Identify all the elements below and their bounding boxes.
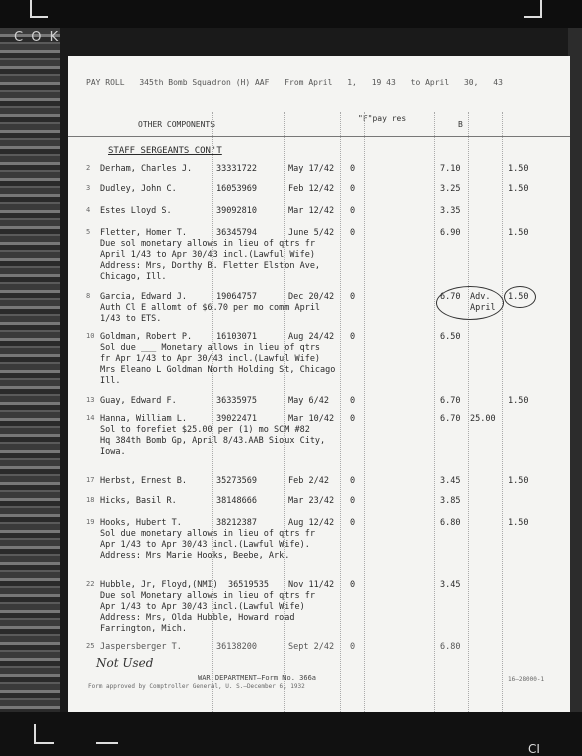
row-note: Ill. bbox=[100, 376, 121, 386]
header-unit: 345th Bomb Squadron (H) AAF bbox=[139, 78, 270, 87]
row-note: Address: Mrs, Olda Hubble, Howard road bbox=[100, 613, 295, 623]
row-note: fr Apr 1/43 to Apr 30/43 incl.(Lawful Wife) bbox=[100, 354, 321, 364]
header-title: PAY ROLL bbox=[86, 78, 125, 87]
row-note: Due sol monetary allows in lieu of qtrs fr bbox=[100, 239, 315, 249]
header-to: to April bbox=[410, 78, 450, 87]
row-note: Apr 1/43 to Apr 30/43 incl.(Lawful Wife). bbox=[100, 540, 310, 550]
column-pay-reserve: "F"pay res bbox=[358, 114, 407, 123]
column-divider bbox=[468, 112, 469, 712]
film-bottom-strip bbox=[0, 712, 582, 756]
row-note: Address: Mrs, Dorthy B. Fletter Elston Ave, bbox=[100, 261, 321, 271]
column-divider bbox=[364, 112, 365, 712]
column-divider bbox=[502, 112, 503, 712]
film-left-strip bbox=[0, 28, 60, 756]
row-note: Due sol Monetary allows in lieu of qtrs fr bbox=[100, 591, 315, 601]
header-from-day: 1, bbox=[347, 78, 357, 87]
header-rule bbox=[68, 136, 570, 137]
row-note: Auth Cl E allomt of $6.70 per mo comm April bbox=[100, 303, 321, 313]
payroll-header bbox=[86, 78, 513, 87]
row-note: April bbox=[470, 303, 496, 313]
row-note: April 1/43 to Apr 30/43 incl.(Lawful Wife) bbox=[100, 250, 315, 260]
frame-corner-mark bbox=[30, 0, 48, 18]
row-note: Chicago, Ill. bbox=[100, 272, 167, 282]
row-note: Hq 384th Bomb Gp, April 8/43.AAB Sioux City, bbox=[100, 436, 326, 446]
frame-corner-mark bbox=[524, 0, 542, 18]
row-note: Mrs Eleano L Goldman North Holding St, Chicago bbox=[100, 365, 336, 375]
section-title: STAFF SERGEANTS CON'T bbox=[108, 146, 222, 156]
payroll-document: PAY ROLL 345th Bomb Squadron (H) AAF From April 1, 19 43 to April 30, 43 OTHER COMPONENTS "F"pay res B STAFF SERGEANTS CON'T 2 Derham, Charles J. 33331722 May 17/42 0 7.10 1.50 3 Dudley, John C. 16053969 Feb 12/42 0 3.25 1.50 4 Estes Lloyd S. 39092810 Mar 12/42 0 3.35 5 Fletter, Homer T. 36345794 June 5/42 0 6.90 1.50 Due sol monetary allows in lieu of qtrs fr April 1/43 to Apr 30/43 incl.(Lawful Wife) Address: Mrs, Dorthy B. Fletter Elston Ave, Chicago, Ill. 8 Garcia, Edward J. 19064757 Dec 20/42 0 6.70 Adv. 1.50 Auth Cl E allomt of $6.70 per mo comm April 1/43 to ETS. April 10 Goldman, Robert P. 16103071 Aug 24/42 0 6.50 Sol due ___ Monetary allows in lieu of qtrs fr Apr 1/43 to Apr 30/43 incl.(Lawful Wife) Mrs Eleano L Goldman North Holding St, Chicago Ill. 13 Guay, Edward F. 36335975 May 6/42 0 6.70 1.50 14 Hanna, William L. 39022471 Mar 10/42 0 6.70 25.00 Sol to forefiet $25.00 per (1) mo SCM #82 Hq 384th Bomb Gp, April 8/43.AAB Sioux City, Iowa. 17 Herbst, Ernest B. 35273569 Feb 2/42 0 3.45 1.50 18 Hicks, Basil R. 38148666 Mar 23/42 0 3.85 19 Hooks, Hubert T. 38212387 Aug 12/42 0 6.80 1.50 Sol due monetary allows in lieu of qtrs fr Apr 1/43 to Apr 30/43 incl.(Lawful Wife). Address: Mrs Marie Hooks, Beebe, Ark. 22 Hubble, Jr, Floyd,(NMI) 36519535 Nov 11/42 0 3.45 Due sol Monetary allows in lieu of qtrs fr Apr 1/43 to Apr 30/43 incl.(Lawful Wife) Address: Mrs, Olda Hubble, Howard road Farrington, Mich. 25 Jaspersberger T. 36138200 Sept 2/42 0 6.80 Not Used WAR DEPARTMENT—Form No. 366a Form approved by Comptroller General, U. S.—December 6, 1932 16—28000-1 bbox=[68, 56, 570, 712]
footer-form-number: WAR DEPARTMENT—Form No. 366a bbox=[198, 674, 317, 682]
frame-corner-mark bbox=[34, 724, 54, 744]
column-divider bbox=[340, 112, 341, 712]
row-note: Iowa. bbox=[100, 447, 126, 457]
header-year: 19 43 bbox=[371, 78, 396, 87]
header-to-year: 43 bbox=[493, 78, 503, 87]
row-note: Address: Mrs Marie Hooks, Beebe, Ark. bbox=[100, 551, 290, 561]
column-other-components: OTHER COMPONENTS bbox=[138, 120, 216, 129]
header-from: From April bbox=[284, 78, 333, 87]
handwritten-note: Not Used bbox=[96, 656, 154, 670]
footer-approval: Form approved by Comptroller General, U. S.—December 6, 1932 bbox=[88, 683, 305, 690]
ink-circle bbox=[504, 286, 536, 308]
film-code: CI bbox=[528, 742, 540, 756]
row-note: Apr 1/43 to Apr 30/43 incl.(Lawful Wife) bbox=[100, 602, 305, 612]
film-right-strip bbox=[568, 28, 582, 756]
film-top-strip bbox=[0, 0, 582, 28]
header-to-day: 30, bbox=[463, 78, 479, 87]
row-note: Farrington, Mich. bbox=[100, 624, 187, 634]
frame-corner-mark bbox=[96, 724, 118, 744]
row-note: Sol due monetary allows in lieu of qtrs fr bbox=[100, 529, 315, 539]
column-b: B bbox=[458, 120, 463, 129]
column-divider bbox=[434, 112, 435, 712]
row-note: Sol to forefiet $25.00 per (1) mo SCM #82 bbox=[100, 425, 310, 435]
row-note: 1/43 to ETS. bbox=[100, 314, 162, 324]
footer-code: 16—28000-1 bbox=[508, 676, 545, 683]
row-note: Sol due ___ Monetary allows in lieu of qtrs bbox=[100, 343, 321, 353]
film-label: C O K bbox=[14, 30, 61, 45]
ink-circle bbox=[436, 286, 504, 320]
